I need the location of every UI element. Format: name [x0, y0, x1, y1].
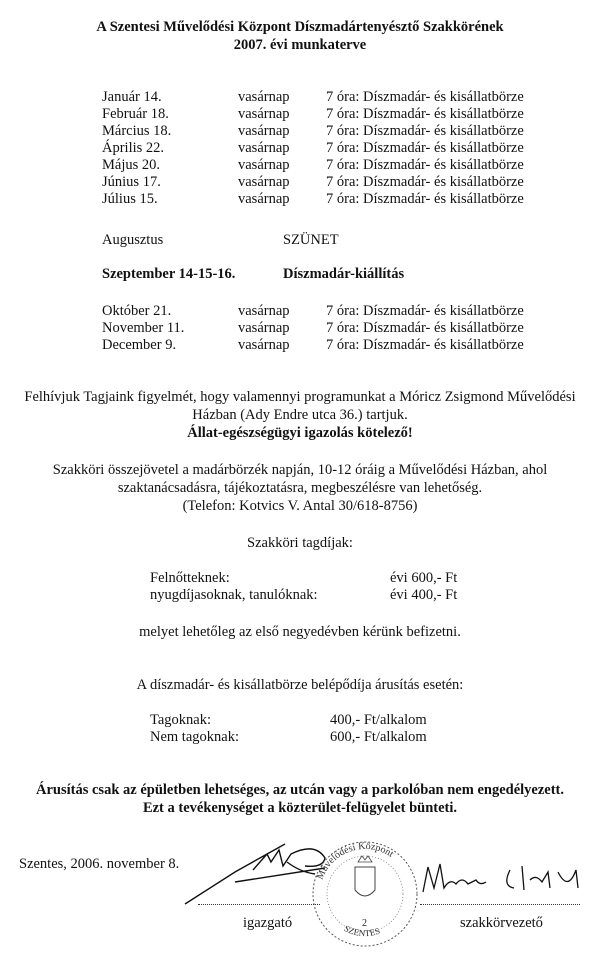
schedule-desc: 7 óra: Díszmadár- és kisállatbörze — [326, 303, 524, 319]
fee-label: Felnőtteknek: — [150, 570, 230, 586]
schedule-row — [0, 157, 600, 174]
notice-health-certificate: Állat-egészségügyi igazolás kötelező! — [187, 425, 413, 441]
svg-text:Művelődési Központ: Művelődési Központ — [314, 840, 396, 882]
meeting-line-2: szaktanácsadásra, tájékoztatásra, megbeszélésre van lehetőség. — [117, 480, 483, 496]
schedule-day: vasárnap — [238, 157, 290, 173]
schedule-date: November 11. — [102, 320, 185, 336]
fee-value: évi 600,- Ft — [390, 570, 458, 586]
schedule-desc: 7 óra: Díszmadár- és kisállatbörze — [326, 320, 524, 336]
meeting-line-1: Szakköri összejövetel a madárbörzék napján, 10-12 óráig a Művelődési Házban, ahol — [52, 462, 548, 478]
schedule-desc: 7 óra: Díszmadár- és kisállatbörze — [326, 174, 524, 190]
warning-line-1: Árusítás csak az épületben lehetséges, az utcán vagy a parkolóban nem engedélyezett. — [36, 782, 564, 798]
fee-label: nyugdíjasoknak, tanulóknak: — [150, 587, 318, 603]
schedule-date: Május 20. — [102, 157, 160, 173]
fees-heading: Szakköri tagdíjak: — [247, 535, 353, 551]
schedule-row — [0, 337, 600, 354]
schedule-desc: 7 óra: Díszmadár- és kisállatbörze — [326, 157, 524, 173]
svg-text:2: 2 — [362, 918, 367, 929]
meeting-phone: (Telefon: Kotvics V. Antal 30/618-8756) — [182, 498, 418, 514]
schedule-date: Június 17. — [102, 174, 161, 190]
schedule-desc: 7 óra: Díszmadár- és kisállatbörze — [326, 106, 524, 122]
entry-value: 400,- Ft/alkalom — [330, 712, 427, 728]
schedule-row — [0, 191, 600, 208]
schedule-desc: 7 óra: Díszmadár- és kisállatbörze — [326, 337, 524, 353]
august-month: Augusztus — [102, 232, 164, 248]
schedule-date: Január 14. — [102, 89, 162, 105]
schedule-date: Március 18. — [102, 123, 172, 139]
schedule-day: vasárnap — [238, 191, 290, 207]
schedule-day: vasárnap — [238, 174, 290, 190]
entry-label: Nem tagoknak: — [150, 729, 239, 745]
september-date: Szeptember 14-15-16. — [102, 266, 236, 282]
schedule-date: Július 15. — [102, 191, 158, 207]
schedule-desc: 7 óra: Díszmadár- és kisállatbörze — [326, 123, 524, 139]
place-date: Szentes, 2006. november 8. — [19, 856, 180, 872]
schedule-day: vasárnap — [238, 89, 290, 105]
warning-line-2: Ezt a tevékenységet a közterület-felügyelet bünteti. — [142, 800, 458, 816]
schedule-desc: 7 óra: Díszmadár- és kisállatbörze — [326, 89, 524, 105]
notice-line-2: Házban (Ady Endre utca 36.) tartjuk. — [192, 407, 408, 423]
schedule-day: vasárnap — [238, 123, 290, 139]
schedule-date: Október 21. — [102, 303, 172, 319]
schedule-desc: 7 óra: Díszmadár- és kisállatbörze — [326, 191, 524, 207]
schedule-row — [0, 140, 600, 157]
signature-line-right — [420, 904, 580, 905]
schedule-row — [0, 123, 600, 140]
official-seal — [300, 832, 430, 952]
schedule-day: vasárnap — [238, 320, 290, 336]
leader-label: szakkörvezető — [460, 915, 543, 931]
entry-value: 600,- Ft/alkalom — [330, 729, 427, 745]
schedule-row — [0, 174, 600, 191]
schedule-date: Február 18. — [102, 106, 169, 122]
leader-signature — [418, 852, 588, 902]
fees-note: melyet lehetőleg az első negyedévben kérünk befizetni. — [139, 624, 461, 640]
schedule-date: Április 22. — [102, 140, 165, 156]
svg-text:SZENTES: SZENTES — [342, 923, 382, 939]
september-exhibition: Díszmadár-kiállítás — [283, 266, 405, 282]
schedule-row — [0, 320, 600, 337]
schedule-date: December 9. — [102, 337, 177, 353]
fee-value: évi 400,- Ft — [390, 587, 458, 603]
schedule-day: vasárnap — [238, 337, 290, 353]
schedule-day: vasárnap — [238, 106, 290, 122]
schedule-row — [0, 106, 600, 123]
august-break: SZÜNET — [283, 232, 339, 248]
schedule-desc: 7 óra: Díszmadár- és kisállatbörze — [326, 140, 524, 156]
schedule-row — [0, 303, 600, 320]
schedule-row — [0, 89, 600, 106]
entry-label: Tagoknak: — [150, 712, 211, 728]
schedule-day: vasárnap — [238, 140, 290, 156]
notice-line-1: Felhívjuk Tagjaink figyelmét, hogy valamennyi programunkat a Móricz Zsigmond Művelődési — [24, 389, 576, 405]
document-title: A Szentesi Művelődési Központ Díszmadártenyésztő Szakkörének — [96, 19, 504, 35]
schedule-day: vasárnap — [238, 303, 290, 319]
director-label: igazgató — [243, 915, 293, 931]
document-subtitle: 2007. évi munkaterve — [233, 37, 367, 53]
signature-line-left — [198, 904, 320, 905]
entry-heading: A díszmadár- és kisállatbörze belépődíja árusítás esetén: — [136, 677, 464, 693]
